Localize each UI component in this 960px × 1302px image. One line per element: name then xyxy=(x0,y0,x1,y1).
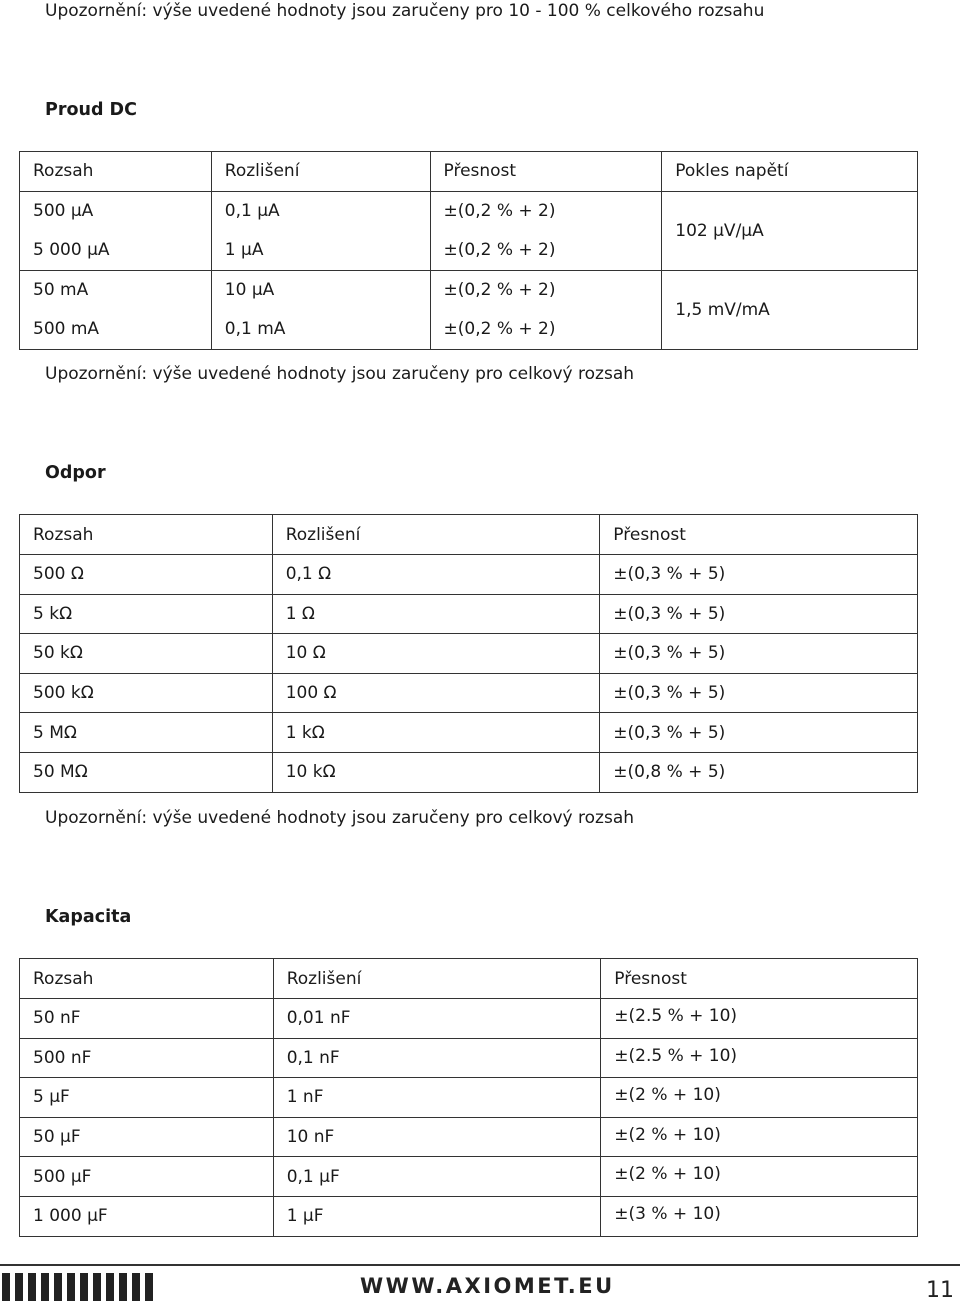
table-row xyxy=(20,1196,918,1236)
table-cell: 10 µA xyxy=(211,270,430,310)
table-cell: 0,1 nF xyxy=(273,1038,601,1078)
table-cell: 50 mA xyxy=(20,270,212,310)
section-heading-kapacita: Kapacita xyxy=(45,907,132,927)
table-cell: 10 Ω xyxy=(272,634,600,674)
section-heading-dc: Proud DC xyxy=(45,100,137,120)
table-row xyxy=(20,594,918,634)
table-cell: 100 Ω xyxy=(272,673,600,713)
dc-note: Upozornění: výše uvedené hodnoty jsou zaručeny pro celkový rozsah xyxy=(45,364,635,384)
table-cell: 0,1 µF xyxy=(273,1157,601,1197)
table-row xyxy=(20,752,918,792)
table-cell: ±(0,2 % + 2) xyxy=(430,310,662,350)
table-cell: 10 nF xyxy=(273,1117,601,1157)
header-cell: Přesnost xyxy=(430,152,662,192)
barcode-logo xyxy=(2,1273,153,1301)
table-row xyxy=(20,270,918,310)
table-cell: ±(0,3 % + 5) xyxy=(600,713,918,753)
table-row xyxy=(20,1078,918,1118)
table-cell: 5 MΩ xyxy=(20,713,273,753)
table-row xyxy=(20,634,918,674)
table-cell: 50 kΩ xyxy=(20,634,273,674)
table-row xyxy=(20,999,918,1039)
resistance-table xyxy=(19,514,918,793)
table-cell: 500 nF xyxy=(20,1038,274,1078)
table-cell: ±(0,3 % + 5) xyxy=(600,673,918,713)
odpor-note: Upozornění: výše uvedené hodnoty jsou zaručeny pro celkový rozsah xyxy=(45,808,635,828)
header-cell: Rozsah xyxy=(20,959,274,999)
table-cell: 5 µF xyxy=(20,1078,274,1118)
table-cell: ±(2.5 % + 10) xyxy=(601,999,918,1039)
table-header-row xyxy=(20,959,918,999)
table-cell: 5 kΩ xyxy=(20,594,273,634)
dc-current-table xyxy=(19,151,918,350)
header-cell: Rozsah xyxy=(20,152,212,192)
footer-website: WWW.AXIOMET.EU xyxy=(360,1274,615,1298)
footer-divider xyxy=(0,1264,960,1266)
voltage-drop-cell: 1,5 mV/mA xyxy=(662,270,918,349)
header-cell: Rozlišení xyxy=(273,959,601,999)
voltage-drop-cell: 102 µV/µA xyxy=(662,191,918,270)
header-cell: Rozsah xyxy=(20,515,273,555)
table-cell: 0,01 nF xyxy=(273,999,601,1039)
table-cell: ±(0,3 % + 5) xyxy=(600,634,918,674)
table-cell: ±(0,2 % + 2) xyxy=(430,191,662,231)
table-cell: ±(0,3 % + 5) xyxy=(600,594,918,634)
table-cell: 500 Ω xyxy=(20,555,273,595)
table-cell: ±(0,2 % + 2) xyxy=(430,270,662,310)
table-cell: ±(0,8 % + 5) xyxy=(600,752,918,792)
page-number: 11 xyxy=(926,1278,954,1302)
table-cell: ±(2.5 % + 10) xyxy=(601,1038,918,1078)
table-cell: 1 µA xyxy=(211,231,430,271)
table-cell: 500 mA xyxy=(20,310,212,350)
table-cell: 500 kΩ xyxy=(20,673,273,713)
table-cell: ±(2 % + 10) xyxy=(601,1117,918,1157)
table-cell: 500 µF xyxy=(20,1157,274,1197)
header-cell: Přesnost xyxy=(601,959,918,999)
table-cell: 1 Ω xyxy=(272,594,600,634)
section-heading-odpor: Odpor xyxy=(45,463,106,483)
table-header-row xyxy=(20,152,918,192)
table-cell: 0,1 µA xyxy=(211,191,430,231)
table-cell: ±(2 % + 10) xyxy=(601,1157,918,1197)
table-cell: ±(0,3 % + 5) xyxy=(600,555,918,595)
table-row xyxy=(20,1117,918,1157)
table-row xyxy=(20,673,918,713)
header-cell: Rozlišení xyxy=(272,515,600,555)
table-cell: 50 µF xyxy=(20,1117,274,1157)
table-cell: 1 µF xyxy=(273,1196,601,1236)
table-cell: 0,1 Ω xyxy=(272,555,600,595)
table-cell: 1 kΩ xyxy=(272,713,600,753)
table-row xyxy=(20,1038,918,1078)
table-row xyxy=(20,191,918,231)
header-cell: Pokles napětí xyxy=(662,152,918,192)
capacitance-table xyxy=(19,958,918,1237)
table-row xyxy=(20,713,918,753)
top-note: Upozornění: výše uvedené hodnoty jsou zaručeny pro 10 - 100 % celkového rozsahu xyxy=(45,1,765,21)
header-cell: Přesnost xyxy=(600,515,918,555)
table-cell: ±(0,2 % + 2) xyxy=(430,231,662,271)
table-cell: 500 µA xyxy=(20,191,212,231)
table-row xyxy=(20,555,918,595)
header-cell: Rozlišení xyxy=(211,152,430,192)
table-header-row xyxy=(20,515,918,555)
table-cell: ±(2 % + 10) xyxy=(601,1078,918,1118)
table-cell: 50 MΩ xyxy=(20,752,273,792)
table-cell: 10 kΩ xyxy=(272,752,600,792)
table-cell: 1 000 µF xyxy=(20,1196,274,1236)
table-cell: ±(3 % + 10) xyxy=(601,1196,918,1236)
table-row xyxy=(20,1157,918,1197)
table-cell: 0,1 mA xyxy=(211,310,430,350)
table-cell: 50 nF xyxy=(20,999,274,1039)
table-cell: 5 000 µA xyxy=(20,231,212,271)
table-cell: 1 nF xyxy=(273,1078,601,1118)
